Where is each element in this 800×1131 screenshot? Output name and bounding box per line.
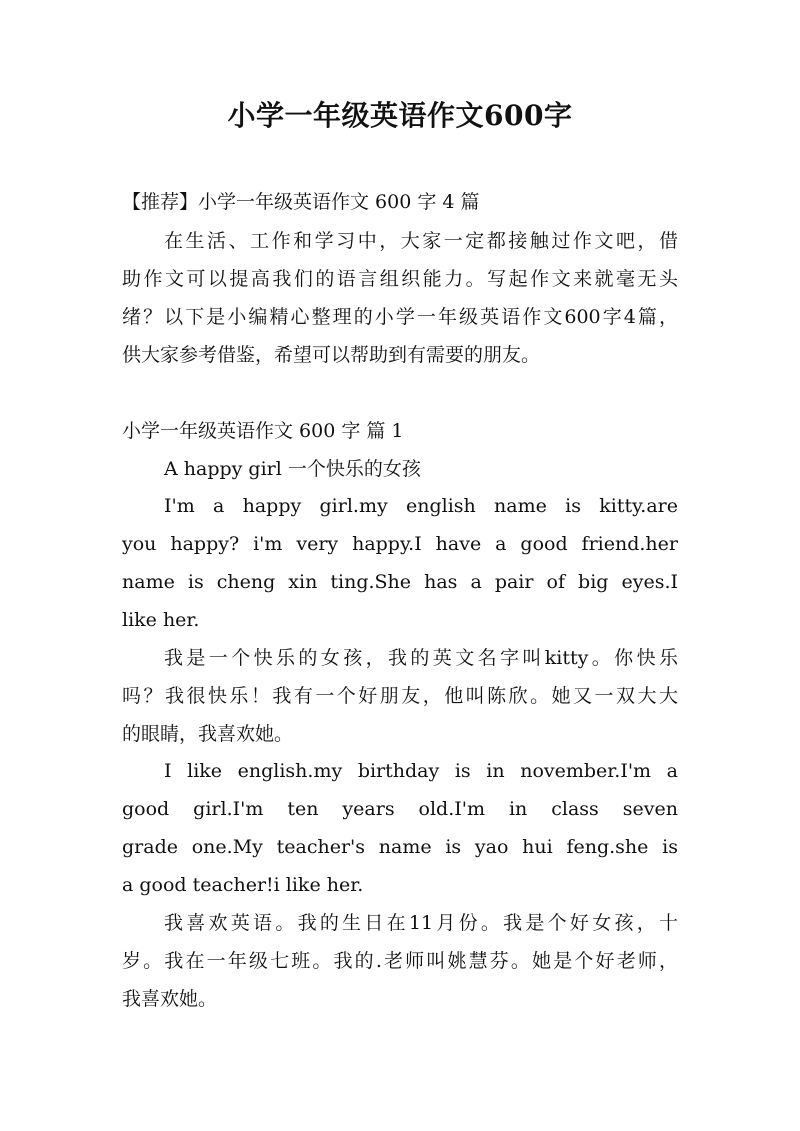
essay-title: A happy girl 一个快乐的女孩 — [164, 458, 421, 480]
paragraph-line-cn: 的眼睛，我喜欢她。 — [122, 723, 294, 745]
paragraph-line-en: you happy? i'm very happy.I have a good friend.her — [122, 533, 678, 555]
section-heading: 小学一年级英语作文 600 字 篇 1 — [122, 420, 404, 442]
paragraph-line-en: I like english.my birthday is in november.I'm a — [164, 760, 678, 782]
intro-line: 供大家参考借鉴，希望可以帮助到有需要的朋友。 — [122, 344, 541, 366]
paragraph-line-en: I'm a happy girl.my english name is kitty.are — [164, 495, 678, 517]
recommend-line: 【推荐】小学一年级英语作文 600 字 4 篇 — [122, 191, 480, 213]
paragraph-line-cn: 岁。我在一年级七班。我的.老师叫姚慧芬。她是个好老师， — [122, 950, 678, 972]
intro-line: 助作文可以提高我们的语言组织能力。写起作文来就毫无头 — [122, 268, 678, 290]
paragraph-line-en: name is cheng xin ting.She has a pair of big eyes.I — [122, 571, 678, 593]
intro-line: 绪？以下是小编精心整理的小学一年级英语作文600字4篇， — [122, 306, 678, 328]
paragraph-line-en: a good teacher!i like her. — [122, 874, 364, 896]
paragraph-line-cn: 我喜欢英语。我的生日在11月份。我是个好女孩，十 — [164, 912, 678, 934]
paragraph-line-cn: 我是一个快乐的女孩，我的英文名字叫kitty。你快乐 — [164, 647, 678, 669]
paragraph-line-en: grade one.My teacher's name is yao hui feng.she is — [122, 836, 678, 858]
paragraph-line-en: good girl.I'm ten years old.I'm in class seven — [122, 798, 678, 820]
intro-line: 在生活、工作和学习中，大家一定都接触过作文吧，借 — [164, 230, 678, 252]
paragraph-line-cn: 吗？我很快乐！我有一个好朋友，他叫陈欣。她又一双大大 — [122, 685, 678, 707]
paragraph-line-en: like her. — [122, 609, 200, 631]
page-title: 小学一年级英语作文600字 — [227, 99, 573, 132]
paragraph-line-cn: 我喜欢她。 — [122, 988, 218, 1010]
